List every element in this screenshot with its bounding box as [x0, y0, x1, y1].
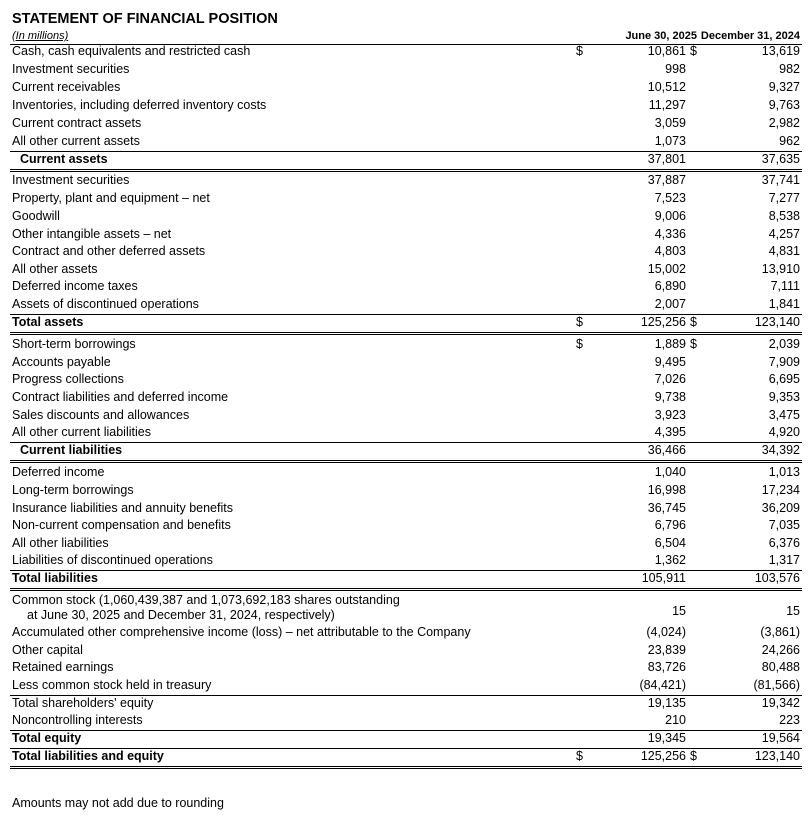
value-2025: 105,911 — [641, 571, 686, 585]
row-label: Accumulated other comprehensive income (loss) – net attributable to the Company — [12, 625, 471, 639]
value-2024: 19,564 — [761, 731, 800, 745]
row-liabilities-discontinued — [10, 552, 802, 571]
row-label: Current assets — [20, 152, 108, 166]
row-total-shareholders-equity — [10, 695, 802, 713]
dollar-sign: $ — [690, 315, 697, 329]
value-2024: 17,234 — [761, 483, 800, 497]
value-2024: 4,257 — [768, 227, 800, 241]
row-label: All other current assets — [12, 134, 140, 148]
value-2024: 1,013 — [768, 465, 800, 479]
value-2025: 998 — [665, 62, 686, 76]
row-contract-deferred-assets — [10, 243, 802, 261]
value-2025: 4,336 — [654, 227, 686, 241]
row-label: All other liabilities — [12, 536, 109, 550]
value-2024: 3,475 — [768, 408, 800, 422]
value-2025: 1,362 — [654, 553, 686, 567]
value-2025: 11,297 — [648, 98, 686, 112]
value-2024: 8,538 — [768, 209, 800, 223]
value-2025: 9,738 — [654, 390, 686, 404]
value-2025: 1,073 — [654, 134, 686, 148]
row-label: Insurance liabilities and annuity benefits — [12, 501, 233, 515]
value-2024: 123,140 — [754, 315, 800, 329]
value-2025: 9,006 — [654, 209, 686, 223]
row-label: Long-term borrowings — [12, 483, 134, 497]
value-2024: 36,209 — [761, 501, 800, 515]
row-sales-discounts — [10, 407, 802, 425]
value-2025: 10,861 — [647, 44, 686, 58]
row-all-other-current-liabilities — [10, 424, 802, 443]
value-2025: 2,007 — [654, 297, 686, 311]
statement-title: STATEMENT OF FINANCIAL POSITION — [12, 11, 278, 27]
value-2024: 34,392 — [761, 443, 800, 457]
value-2024: 7,909 — [768, 355, 800, 369]
row-investment-securities-current — [10, 61, 802, 79]
value-2025: 125,256 — [640, 749, 686, 763]
row-label: Progress collections — [12, 372, 124, 386]
value-2025: 83,726 — [647, 660, 686, 674]
value-2025: 210 — [665, 713, 686, 727]
value-2024: 6,695 — [768, 372, 800, 386]
row-label-line-1: Common stock (1,060,439,387 and 1,073,692,183 shares outstanding — [12, 593, 400, 607]
row-investment-securities-noncurrent — [10, 172, 802, 190]
row-label: Total liabilities and equity — [12, 749, 164, 763]
value-2025: 3,059 — [654, 116, 686, 130]
value-2024: 4,920 — [768, 425, 800, 439]
row-accounts-payable — [10, 354, 802, 372]
row-label: Current receivables — [12, 80, 121, 94]
dollar-sign: $ — [690, 749, 697, 763]
value-2025: 6,504 — [654, 536, 686, 550]
row-label: Less common stock held in treasury — [12, 678, 212, 692]
value-2024: (3,861) — [760, 625, 800, 639]
value-2024: 9,763 — [768, 98, 800, 112]
row-current-liabilities-subtotal — [10, 442, 802, 463]
value-2025: 23,839 — [647, 643, 686, 657]
value-2024: 13,910 — [761, 262, 800, 276]
value-2024: 7,111 — [770, 279, 800, 293]
row-total-assets — [10, 314, 802, 335]
value-2024: 80,488 — [761, 660, 800, 674]
row-label: Investment securities — [12, 173, 130, 187]
row-label: Liabilities of discontinued operations — [12, 553, 213, 567]
row-label: Retained earnings — [12, 660, 114, 674]
row-label: Contract liabilities and deferred income — [12, 390, 229, 404]
row-label: Accounts payable — [12, 355, 111, 369]
value-2025: (84,421) — [639, 678, 686, 692]
row-deferred-income-taxes — [10, 278, 802, 296]
row-noncontrolling-interests — [10, 712, 802, 731]
value-2024: 7,035 — [768, 518, 800, 532]
row-deferred-income — [10, 464, 802, 482]
value-2024: 37,635 — [761, 152, 800, 166]
row-goodwill — [10, 208, 802, 226]
value-2025: 37,887 — [647, 173, 686, 187]
row-label: Total shareholders' equity — [12, 696, 154, 710]
rounding-note: Amounts may not add due to rounding — [12, 796, 224, 810]
row-noncurrent-compensation — [10, 517, 802, 535]
row-label: Current contract assets — [12, 116, 142, 130]
value-2024: 9,327 — [768, 80, 800, 94]
row-all-other-assets — [10, 261, 802, 279]
value-2024: 982 — [779, 62, 800, 76]
row-current-contract-assets — [10, 115, 802, 133]
row-label: Property, plant and equipment – net — [12, 191, 210, 205]
row-label: Goodwill — [12, 209, 60, 223]
value-2025: (4,024) — [646, 625, 686, 639]
value-2024: 9,353 — [768, 390, 800, 404]
value-2025: 1,889 — [654, 337, 686, 351]
value-2024: 19,342 — [761, 696, 800, 710]
row-label: Investment securities — [12, 62, 130, 76]
row-label: Cash, cash equivalents and restricted cash — [12, 44, 251, 58]
value-2024: 223 — [779, 713, 800, 727]
value-2025: 4,395 — [654, 425, 686, 439]
value-2025: 15,002 — [647, 262, 686, 276]
value-2025: 4,803 — [654, 244, 686, 258]
row-assets-discontinued — [10, 296, 802, 315]
row-long-term-borrowings — [10, 482, 802, 500]
value-2025: 125,256 — [640, 315, 686, 329]
value-2024: 7,277 — [768, 191, 800, 205]
value-2024: 2,039 — [768, 337, 800, 351]
row-common-stock — [10, 590, 802, 624]
value-2024: 1,841 — [768, 297, 800, 311]
row-label: Current liabilities — [20, 443, 123, 457]
row-current-receivables — [10, 79, 802, 97]
value-2025: 1,040 — [654, 465, 686, 479]
row-label: Inventories, including deferred inventory costs — [12, 98, 267, 112]
row-label: Other intangible assets – net — [12, 227, 172, 241]
row-label: All other current liabilities — [12, 425, 151, 439]
row-label: Short-term borrowings — [12, 337, 136, 351]
row-label: Total liabilities — [12, 571, 98, 585]
column-header-december-2024: December 31, 2024 — [700, 30, 800, 42]
row-all-other-liabilities — [10, 535, 802, 553]
value-2025: 19,345 — [647, 731, 686, 745]
value-2024: 962 — [779, 134, 800, 148]
row-contract-liabilities — [10, 389, 802, 407]
row-short-term-borrowings — [10, 336, 802, 354]
value-2025: 6,890 — [654, 279, 686, 293]
row-label: Noncontrolling interests — [12, 713, 143, 727]
row-other-capital — [10, 642, 802, 660]
value-2025: 15 — [672, 604, 686, 618]
dollar-sign: $ — [576, 315, 583, 329]
value-2024: 15 — [786, 604, 800, 618]
value-2024: 1,317 — [768, 553, 800, 567]
row-label: Sales discounts and allowances — [12, 408, 190, 422]
row-label-line-2: at June 30, 2025 and December 31, 2024, respectively) — [27, 607, 335, 622]
row-total-liabilities — [10, 570, 802, 591]
row-label: Total equity — [12, 731, 82, 745]
dollar-sign: $ — [576, 749, 583, 763]
value-2025: 37,801 — [647, 152, 686, 166]
value-2025: 16,998 — [647, 483, 686, 497]
dollar-sign: $ — [690, 337, 697, 351]
value-2025: 7,523 — [654, 191, 686, 205]
value-2025: 19,135 — [647, 696, 686, 710]
value-2024: 4,831 — [768, 244, 800, 258]
dollar-sign: $ — [576, 337, 583, 351]
value-2024: 123,140 — [754, 749, 800, 763]
row-total-liabilities-and-equity — [10, 748, 802, 769]
row-inventories — [10, 97, 802, 115]
row-aoci — [10, 624, 802, 642]
row-retained-earnings — [10, 659, 802, 677]
value-2024: 103,576 — [754, 571, 800, 585]
value-2024: 37,741 — [761, 173, 800, 187]
row-label — [12, 593, 400, 622]
value-2025: 10,512 — [647, 80, 686, 94]
value-2024: 13,619 — [761, 44, 800, 58]
row-label: Deferred income taxes — [12, 279, 138, 293]
row-other-intangibles — [10, 226, 802, 244]
dollar-sign: $ — [690, 44, 697, 58]
row-label: Deferred income — [12, 465, 105, 479]
value-2025: 36,745 — [647, 501, 686, 515]
row-label: Non-current compensation and benefits — [12, 518, 231, 532]
row-current-assets-subtotal — [10, 151, 802, 172]
row-insurance-liabilities — [10, 500, 802, 518]
value-2025: 7,026 — [654, 372, 686, 386]
value-2025: 36,466 — [647, 443, 686, 457]
value-2025: 9,495 — [654, 355, 686, 369]
row-label: All other assets — [12, 262, 98, 276]
row-all-other-current-assets — [10, 133, 802, 152]
units-label: (In millions) — [12, 30, 69, 42]
value-2024: 2,982 — [768, 116, 800, 130]
row-total-equity — [10, 730, 802, 749]
row-ppe — [10, 190, 802, 208]
row-label: Other capital — [12, 643, 83, 657]
value-2024: 24,266 — [761, 643, 800, 657]
row-cash — [10, 43, 802, 61]
row-treasury-stock — [10, 677, 802, 696]
column-header-june-2025: June 30, 2025 — [625, 30, 697, 42]
row-label: Total assets — [12, 315, 84, 329]
row-label: Contract and other deferred assets — [12, 244, 206, 258]
value-2024: 6,376 — [768, 536, 800, 550]
row-progress-collections — [10, 371, 802, 389]
value-2024: (81,566) — [753, 678, 800, 692]
dollar-sign: $ — [576, 44, 583, 58]
row-label: Assets of discontinued operations — [12, 297, 199, 311]
value-2025: 3,923 — [654, 408, 686, 422]
value-2025: 6,796 — [654, 518, 686, 532]
